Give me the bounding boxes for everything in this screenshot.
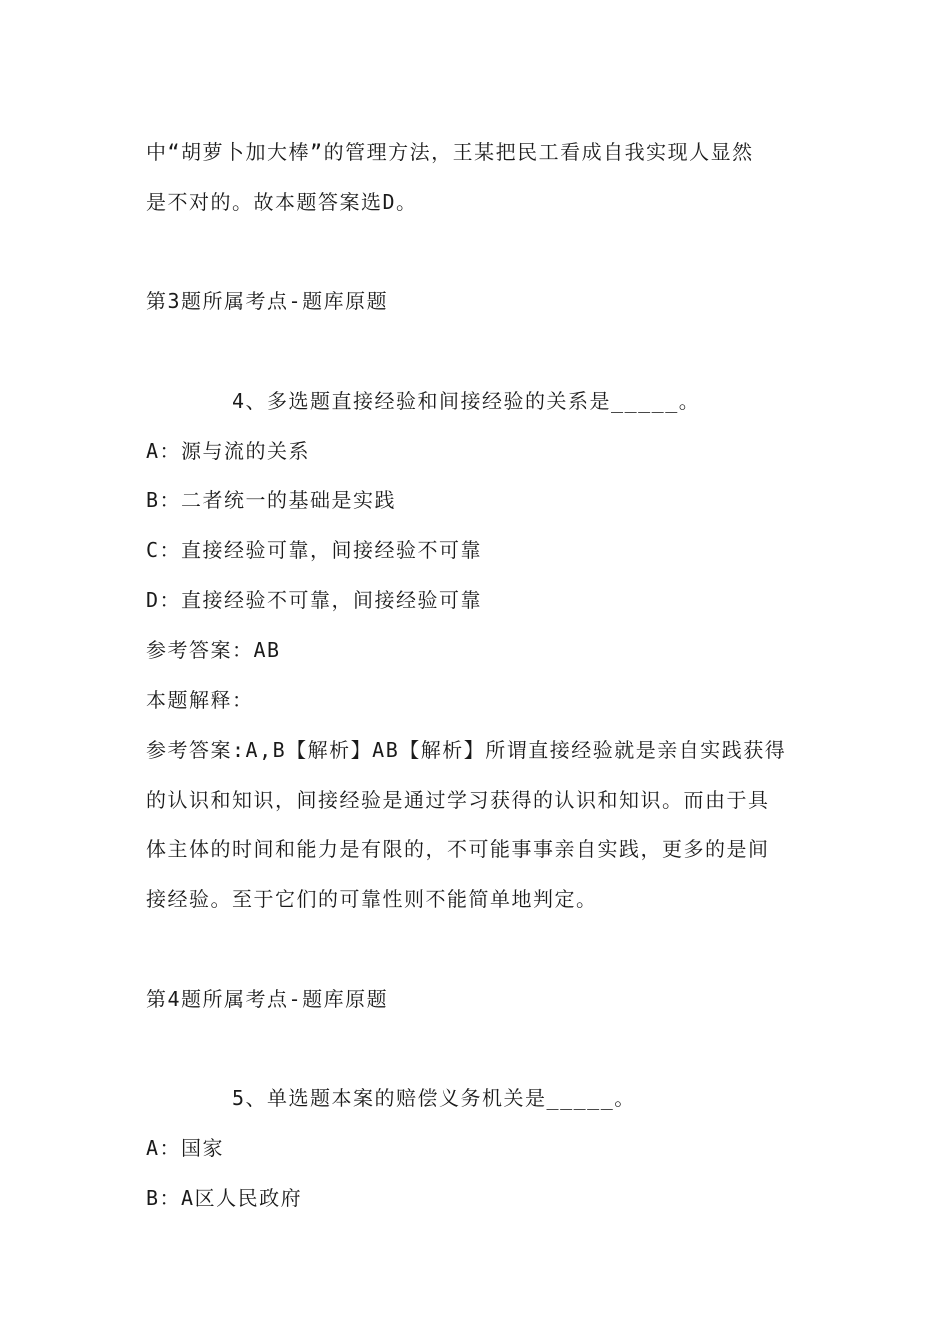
q4-explanation-line-4: 接经验。至于它们的可靠性则不能简单地判定。	[146, 887, 598, 911]
q4-option-d: D：直接经验不可靠，间接经验可靠	[146, 588, 483, 612]
q5-option-a: A：国家	[146, 1136, 225, 1160]
q4-topic: 第4题所属考点-题库原题	[146, 987, 389, 1011]
q4-option-a: A：源与流的关系	[146, 439, 311, 463]
q4-explanation-line-3: 体主体的时间和能力是有限的，不可能事事亲自实践，更多的是间	[146, 837, 770, 861]
q4-option-c: C：直接经验可靠，间接经验不可靠	[146, 538, 483, 562]
q4-explanation-line-2: 的认识和知识，间接经验是通过学习获得的认识和知识。而由于具	[146, 788, 770, 812]
q3-explanation-line-2: 是不对的。故本题答案选D。	[146, 190, 418, 214]
q3-topic: 第3题所属考点-题库原题	[146, 289, 389, 313]
q4-answer: 参考答案：AB	[146, 638, 281, 662]
q4-explanation-line-1: 参考答案:A,B【解析】AB【解析】所谓直接经验就是亲自实践获得	[146, 738, 787, 762]
q4-explanation-label: 本题解释：	[146, 688, 254, 712]
q3-explanation-line-1: 中“胡萝卜加大棒”的管理方法，王某把民工看成自我实现人显然	[146, 140, 754, 164]
q4-stem: 4、多选题直接经验和间接经验的关系是_____。	[232, 389, 701, 413]
q5-option-b: B：A区人民政府	[146, 1186, 303, 1210]
q5-stem: 5、单选题本案的赔偿义务机关是_____。	[232, 1086, 636, 1110]
q4-option-b: B：二者统一的基础是实践	[146, 488, 397, 512]
